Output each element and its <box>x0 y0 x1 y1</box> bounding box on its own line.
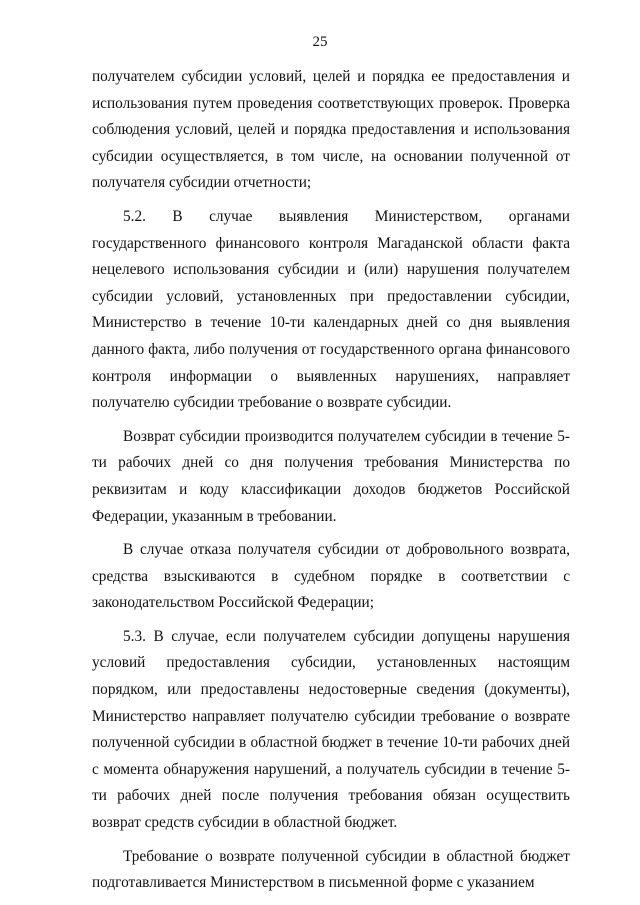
paragraph-refund-procedure: Возврат субсидии производится получателем субсидии в течение 5-ти рабочих дней со дня получения требования Министерства по реквизитам и коду классификации доходов бюджетов Российской Федерации, указанным в требовании. <box>92 427 570 525</box>
paragraph-5-2: 5.2. В случае выявления Министерством, органами государственного финансового контроля Магаданской области факта нецелевого использования субсидии и (или) нарушения получателем субсидии условий, установленных при предоставлении субсидии, Министерство в течение 10-ти календарных дней со дня выявления данного факта, либо получения от государственного органа финансового контроля информации о выявленных нарушениях, направляет получателю субсидии требование о возврате субсидии. <box>92 207 570 412</box>
paragraph-5-3: 5.3. В случае, если получателем субсидии допущены нарушения условий предоставления субсидии, установленных настоящим порядком, или предоставлены недостоверные сведения (документы), Министерство направляет получателю субсидии требование о возврате полученной субсидии в областной бюджет в течение 10-ти рабочих дней с момента обнаружения нарушений, а получатель субсидии в течение 5-ти рабочих дней после получения требования обязан осуществить возврат средств субсидии в областной бюджет. <box>92 627 570 832</box>
paragraph-refund-request: Требование о возврате полученной субсидии в областной бюджет подготавливается Министерством в письменной форме с указанием <box>92 847 570 892</box>
document-body <box>92 64 570 904</box>
paragraph-verification: получателем субсидии условий, целей и порядка ее предоставления и использования путем проведения соответствующих проверок. Проверка соблюдения условий, целей и порядка предоставления и использования субсидии осуществляется, в том числе, на основании полученной от получателя субсидии отчетности; <box>92 68 570 192</box>
page-number: 25 <box>312 34 328 50</box>
paragraph-refusal-recovery: В случае отказа получателя субсидии от добровольного возврата, средства взыскиваются в судебном порядке в соответствии с законодательством Российской Федерации; <box>92 541 570 612</box>
